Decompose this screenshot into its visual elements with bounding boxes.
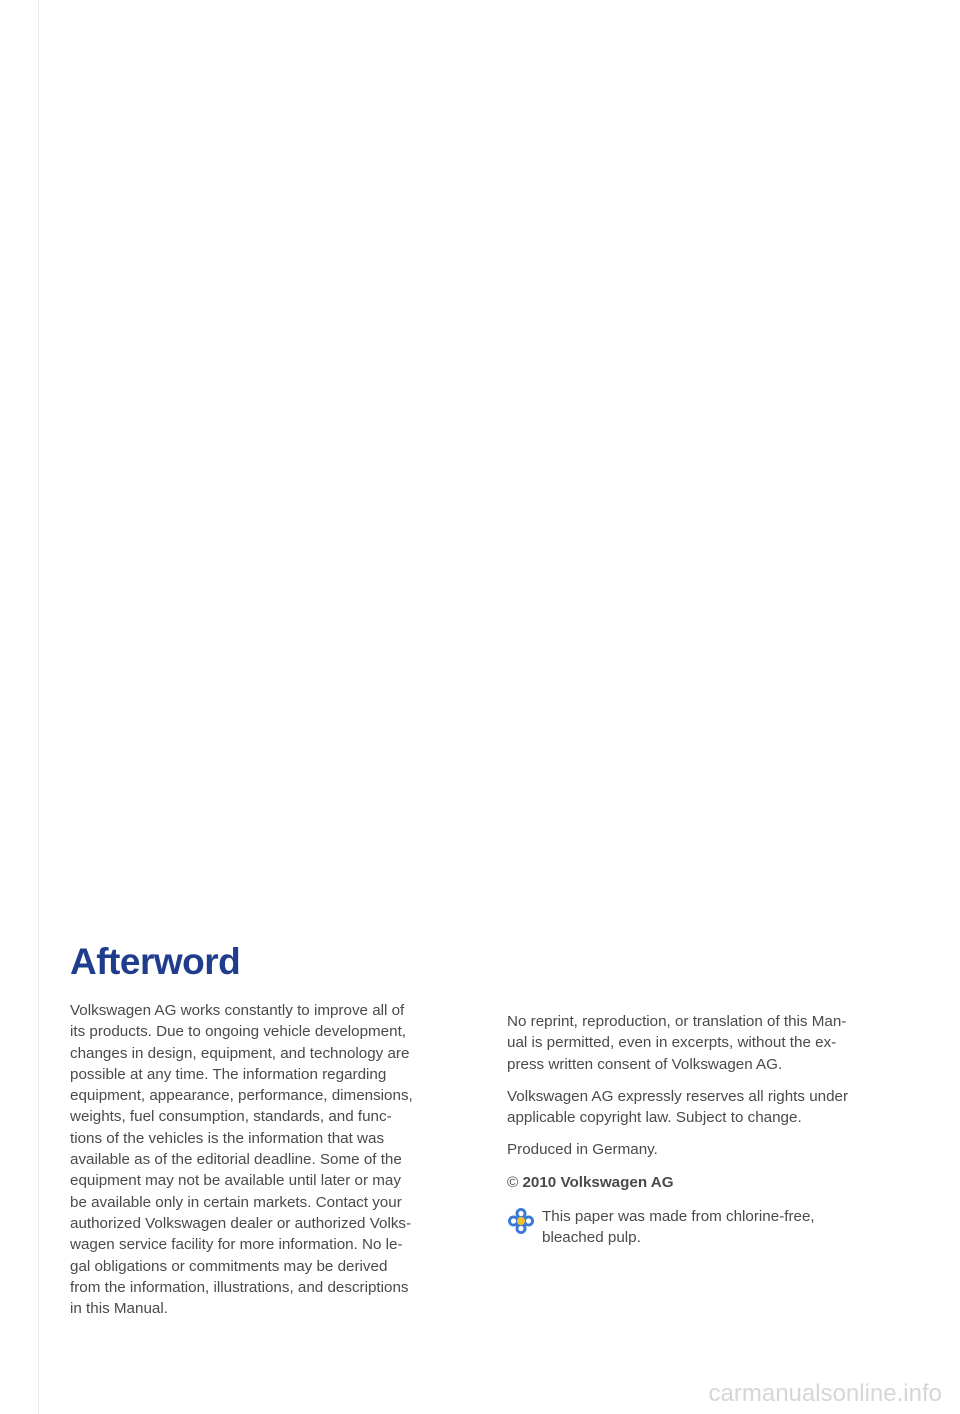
produced-in: Produced in Germany. <box>507 1141 658 1159</box>
copyright-symbol: © <box>507 1173 519 1191</box>
body-line: available as of the editorial deadline. Some of the <box>70 1151 402 1169</box>
body-line: gal obligations or commitments may be derived <box>70 1257 388 1275</box>
body-line: possible at any time. The information regarding <box>70 1065 387 1083</box>
body-line: changes in design, equipment, and technology are <box>70 1044 410 1062</box>
body-line: equipment may not be available until later or may <box>70 1172 401 1190</box>
rights-line: Volkswagen AG expressly reserves all rights under <box>507 1087 849 1105</box>
paper-note <box>507 1206 907 1249</box>
body-line: be available only in certain markets. Contact your <box>70 1193 402 1211</box>
body-line: its products. Due to ongoing vehicle development, <box>70 1023 407 1041</box>
body-line: from the information, illustrations, and descriptions <box>70 1278 409 1296</box>
body-line: tions of the vehicles is the information that was <box>70 1129 385 1147</box>
body-line: Volkswagen AG works constantly to improve all of <box>70 1002 405 1019</box>
flower-icon <box>507 1207 535 1235</box>
reprint-paragraph <box>507 1011 907 1075</box>
paper-note-line: bleached pulp. <box>542 1229 641 1247</box>
body-line: authorized Volkswagen dealer or authorized Volks- <box>70 1214 412 1232</box>
body-line: wagen service facility for more information. No le- <box>70 1236 403 1254</box>
body-line: equipment, appearance, performance, dimensions, <box>70 1087 413 1105</box>
reprint-line: No reprint, reproduction, or translation of this Man- <box>507 1013 847 1030</box>
body-line: weights, fuel consumption, standards, and func- <box>70 1108 392 1126</box>
copyright-line <box>507 1172 907 1193</box>
afterword-body <box>70 1000 470 1319</box>
page-title: Afterword <box>70 941 241 982</box>
rights-line: applicable copyright law. Subject to change. <box>507 1109 802 1127</box>
page-edge-line <box>38 0 39 1414</box>
watermark: carmanualsonline.info <box>708 1380 942 1407</box>
reprint-line: press written consent of Volkswagen AG. <box>507 1055 783 1073</box>
paper-note-line: This paper was made from chlorine-free, <box>542 1208 815 1226</box>
rights-paragraph <box>507 1086 907 1129</box>
body-line: in this Manual. <box>70 1300 168 1318</box>
legal-notice <box>507 1011 907 1249</box>
reprint-line: ual is permitted, even in excerpts, without the ex- <box>507 1034 837 1052</box>
copyright-text: 2010 Volkswagen AG <box>522 1173 674 1191</box>
